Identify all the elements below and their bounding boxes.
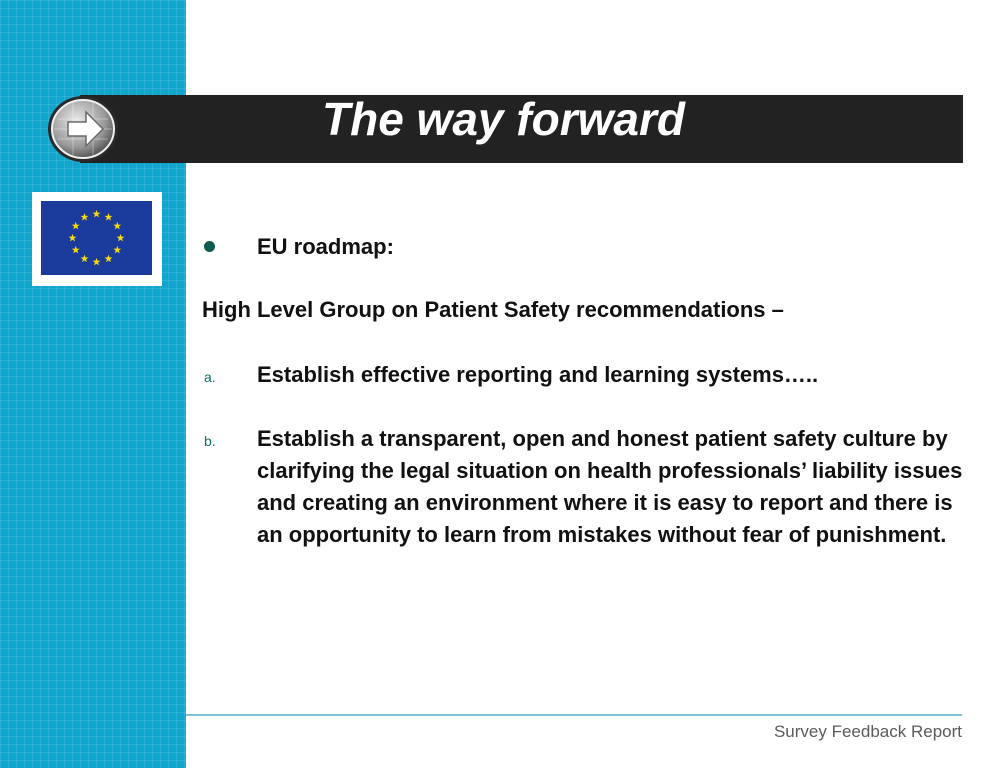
slide-title: The way forward [322,93,685,145]
list-marker-a: a. [204,369,216,385]
arrow-right-icon [46,94,120,164]
bullet-text: EU roadmap: [257,234,394,259]
list-item-b: Establish a transparent, open and honest patient safety culture by clarifying the legal situation on health professionals’ liability issues and creating an environment where it is easy to report and there is an opportunity to learn from mistakes without fear of punishment. [257,426,963,547]
eu-flag-icon [41,201,152,275]
footer-label: Survey Feedback Report [773,722,962,741]
bullet-dot [204,241,215,252]
list-marker-b: b. [204,433,216,449]
intro-text: High Level Group on Patient Safety recommendations – [202,297,784,322]
eu-flag-frame [32,192,162,286]
list-item-a: Establish effective reporting and learning systems….. [257,362,819,387]
footer-divider [186,714,962,716]
